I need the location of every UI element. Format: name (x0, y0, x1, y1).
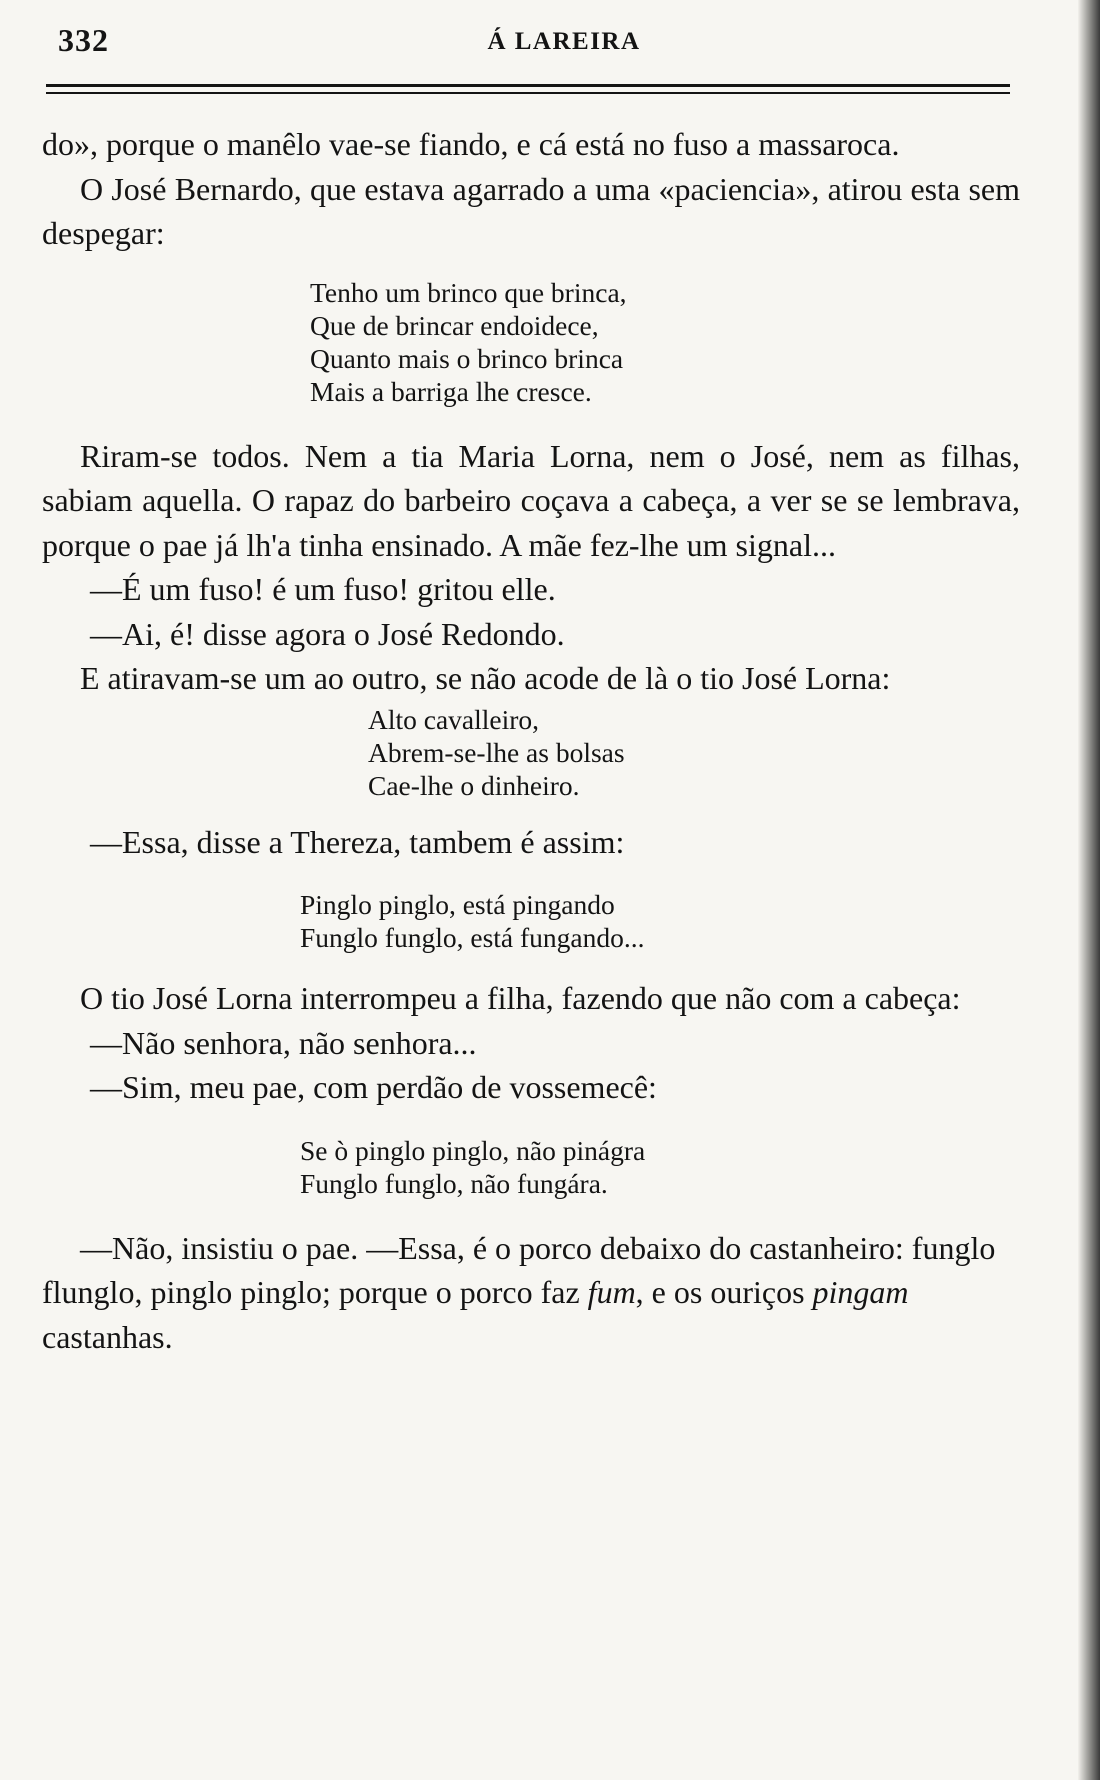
italic-word: fum (587, 1274, 636, 1310)
final-paragraph (42, 1226, 1020, 1360)
text-run: —Não, insistiu o pae. —Essa, é o porco debaixo do castanheiro: funglo flunglo, pinglo pinglo; porque o porco faz (42, 1229, 996, 1310)
verse-line: Funglo funglo, não fungára. (300, 1167, 608, 1199)
page-header (58, 22, 1010, 62)
verse-line: Funglo funglo, está fungando... (300, 922, 645, 953)
text-run: castanhas. (42, 1318, 173, 1355)
dialogue-line: —Ai, é! disse agora o José Redondo. (90, 615, 565, 652)
verse-line: Alto cavalleiro, (368, 703, 540, 735)
verse-line: Pinglo pinglo, está pingando (300, 889, 615, 920)
paragraph: do», porque o manêlo vae-se fiando, e cá está no fuso a massaroca. (42, 126, 900, 162)
paragraph: O José Bernardo, que estava agarrado a uma «paciencia», atirou esta sem despegar: (42, 170, 1020, 251)
page-edge-shadow (1078, 0, 1100, 1780)
paragraph: O tio José Lorna interrompeu a filha, fazendo que não com a cabeça: (80, 980, 961, 1016)
verse-block (42, 888, 1020, 954)
page-body (42, 122, 1020, 1359)
dialogue-line: —Sim, meu pae, com perdão de vossemecê: (90, 1069, 657, 1105)
running-title: Á LAREIRA (487, 28, 641, 55)
text-run: , e os ouriços (635, 1274, 813, 1310)
verse-line: Mais a barriga lhe cresce. (310, 375, 592, 407)
paragraph: Riram-se todos. Nem a tia Maria Lorna, nem o José, nem as filhas, sabiam aquella. O rapaz do barbeiro coçava a cabeça, a ver se se lembrava, porque o pae já lh'a tinha ensinado. A mãe fez-lhe um signal... (42, 437, 1020, 563)
verse-block (42, 1134, 1020, 1200)
italic-word: pingam (812, 1274, 909, 1310)
verse-block (42, 703, 1020, 802)
verse-line: Que de brincar endoidece, (310, 309, 599, 341)
paragraph: E atiravam-se um ao outro, se não acode de là o tio José Lorna: (80, 660, 891, 696)
dialogue-line: —Essa, disse a Thereza, tambem é assim: (90, 823, 625, 860)
dialogue-line: —É um fuso! é um fuso! gritou elle. (90, 571, 556, 607)
verse-line: Tenho um brinco que brinca, (310, 276, 627, 308)
page-number: 332 (58, 22, 109, 58)
verse-line: Se ò pinglo pinglo, não pinágra (300, 1134, 646, 1166)
dialogue-line: —Não senhora, não senhora... (90, 1024, 477, 1061)
header-double-rule (46, 84, 1010, 94)
verse-line: Cae-lhe o dinheiro. (368, 769, 580, 801)
verse-line: Quanto mais o brinco brinca (310, 342, 624, 374)
verse-block (42, 276, 1020, 408)
verse-line: Abrem-se-lhe as bolsas (368, 736, 625, 768)
